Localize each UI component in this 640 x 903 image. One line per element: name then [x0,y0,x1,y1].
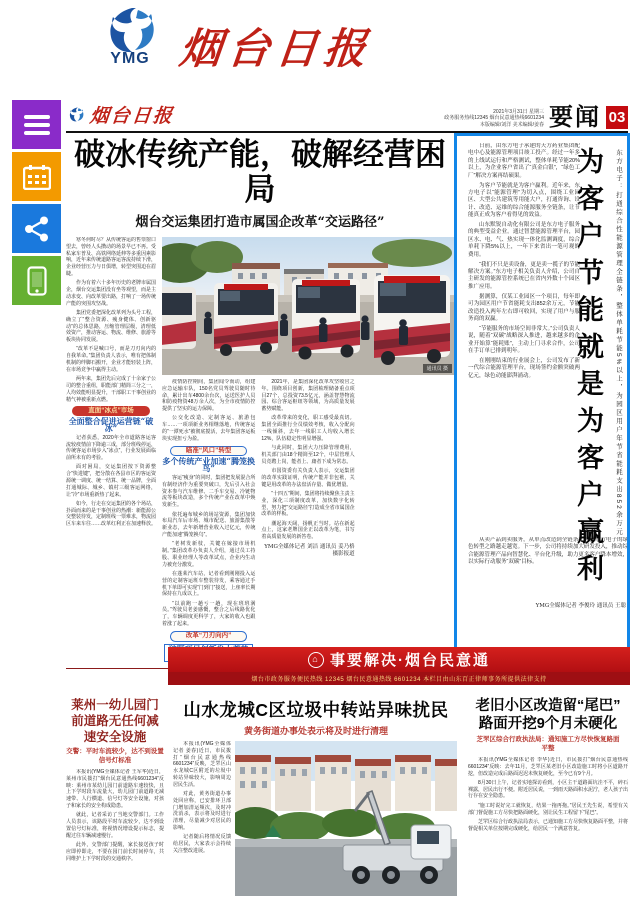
hamburger-icon [23,114,51,136]
editor-line: 本版编辑/刘洋 美术编辑/姜春 [479,121,544,128]
body-paragraph: 潮起海天阔，扬帆正当时。站在新起点上，这家老牌国企正以改革为笔，书写着高质量发展的新答卷。 [261,520,355,541]
garbage-body [173,741,231,893]
body-paragraph: 2021年，是集团深化改革攻坚收官之年。围绕项目创新，集团梳理储备重点项目27个，总投资73.5亿元，涵盖智慧物流园、综合客运枢纽等领域，为高质量发展蓄势赋能。 [261,379,355,413]
body-paragraph: 据测算，仅某工业园区一个项目，每年即可为园区用户节省能耗支出852余万元，节能改造投入两年左右即可收回，实现了用户与服务商的双赢。 [468,293,580,322]
body-paragraph: 从卖产品到卖服务，从单点改造到全链条托管，东方电子的绿色转型之路越走越宽。下一步，公司将持续加大研发投入，推动综合能源管理产品向智慧化、平台化升级，助力更多客户降本增效，以实际行动服务“双碳”目标。 [468,537,628,566]
crosshead-2-kicker: 瞄准“风口”转型 [170,446,247,457]
body-paragraph: 在蓬莱汽车站，记者看到刚刚投入运营的定制客运班车整装待发，乘客通过手机下单即可实现“门到门”接送，上座率长期保持在九成以上。 [162,570,256,598]
garbage-truck-photo [235,741,457,896]
bus-photo-illustration [162,237,454,375]
lead-article[interactable] [66,137,454,645]
article-laojiuxiaoqu[interactable] [468,697,628,901]
body-paragraph: “以前跑一趟亏一趟，现在班班满员。”驾驶员老姜感慨，整合之后线路优化了，车辆调度更科学了，大家的收入也跟着涨了起来。 [162,600,256,627]
body-paragraph: 在刚刚结束的行业展会上，公司发布了新一代综合能源管理平台，现场签约金额突破两亿元，绿色动能澎湃涌动。 [468,357,580,379]
body-paragraph: 日前，由东方电子承建的天方药业集团配电中心及能源管理项目竣工投产。经过一年多的上线试运行和严格测试，整体单耗节能20%以上，为企业客户省出了“真金白银”，“绿色工厂”解决方案再结硕果。 [468,143,580,179]
body-paragraph: 为客户节能就是为客户赢利。近年来，东方电子以“能源管理”为切入点，围绕工业园区、大型公共建筑等用能大户，打通咨询、设计、改造、运维的综合能源服务全链条，让节能真正成为客户看得见的效益。 [468,182,580,219]
share-icon [24,216,50,242]
lead-colsB-paragraphs [162,475,255,628]
body-paragraph: 芝罘区综合行政执法局表示，已通知施工方尽快恢复路面平整，并将督促相关单位按期完成硬化，给居民一个满意答复。 [468,818,628,832]
body-paragraph: “施工时说好完工就恢复，结果一拖再拖。”居民王先生说，希望有关部门督促施工方尽快把路面硬化，别让民生工程留下“尾巴”。 [468,802,628,816]
body-paragraph: 依托遍布城乡的场站资源，集团加快布局汽车后市场、城市配送、旅游集散等新业态，去年新增营业收入过亿元，传统产能加速“腾笼换鸟”。 [162,511,256,538]
right-article-body [468,143,580,531]
lead-headline: 破冰传统产能，破解经营困局 [74,137,446,207]
body-paragraph: 公交化改造、定制客运、旅游包车……一项项新业务相继落地，传统客运的“一潭死水”被彻底搅活，去年集团客运板块实现扭亏为盈。 [162,415,256,442]
crosshead-1-kicker: 直面“冰点”市场 [72,406,150,416]
body-paragraph: 山东默锐自动化有限公司是东方电子服务的典型受益企业。通过智慧能源管理平台，园区水、电、气、热实现一体化监测调度，综合单耗下降5%以上，一年下来省出一笔可观的费用。 [468,222,580,258]
page-content [62,133,632,645]
weiba-title: 老旧小区改造留“尾巴” 路面开挖9个月未硬化 [475,698,621,732]
smartphone-icon [27,266,47,296]
body-paragraph: “老树发新枝，关键在嫁接市场机制。”集团改革办负责人介绍，通过员工持股、职业经理人等改革试点，企业内生动力被充分激发。 [162,541,256,568]
bottom-articles-row [62,693,632,901]
lead-right-area [162,237,454,677]
masthead-info-lines [444,109,544,131]
body-paragraph: 本报讯(YMG全媒体记者 李华)近日，市民拨打“烟台民意通热线6601234”反映：去年11月，芝罘区某老旧小区改造施工时将小区道路开挖，但改造完成后路面迟迟未恢复硬化，至今已有9个月。 [468,757,628,777]
lead-colsC-paragraphs [261,379,354,541]
body-paragraph: 两年来，集团先后完成了十余家子公司的整合重组，职能部门精简三分之一，人均效能明显提升，干部职工干事创业的精气神被重新点燃。 [66,376,156,403]
tool-sidebar [12,100,61,305]
buildings-back [235,755,457,811]
body-paragraph: “节能服务的市场空间非常大。”公司负责人说，随着“双碳”战略深入推进，越来越多的企业开始算“能耗账”，主动上门寻求合作，公司在手订单已排到明年。 [468,325,580,355]
body-paragraph: 就此，记者采访了当地交警部门。工作人员表示，该路段平时车流较少，达不到设置信号灯标准，将视情况增设提示标志，提醒过往车辆减速慢行。 [66,812,164,839]
calendar-icon [23,164,51,190]
right-article-byline: YMG全媒体记者 李俊玲 通讯员 王聪 [535,603,626,609]
lead-column-1 [66,237,156,677]
banner-section [62,647,632,693]
masthead-right [444,106,628,130]
body-paragraph: “十四五”期间，集团将持续聚焦主责主业，深化三项制度改革，加快数字化转型，努力把“交运路径”打造成全省市属国企改革的样板。 [261,490,355,518]
ymg-logo-icon [98,6,162,54]
body-paragraph: 本报讯(YMG全媒体记者 姜春)近日，市民拨打“烟台民意通热线6601234”反映，芝罘区山水龙城C区附近的垃圾中转站异味较大，影响周边居民生活。 [173,741,231,788]
crosshead-1-title: 全面整合促进运营链“破冰” [68,416,154,433]
lead-byline: YMG全媒体记者 刘洁 通讯员 姜乃格 摄影报道 [264,544,355,557]
lead-col1-paragraphs [66,237,156,403]
bus-photo [162,237,454,375]
garbage-title: 山水龙城C区垃圾中转站异味扰民 [183,700,449,720]
calendar-button[interactable] [12,152,61,201]
laizhou-body [66,769,164,901]
site-brand-calligraphy: 烟台日报 [177,24,375,73]
body-paragraph: 记者获悉，2020年全市道路客运客流较疫情前下降逾三成，部分班线停运，传统客运市场步入“冰点”，行业发展面临前所未有的考验。 [66,434,156,462]
article-shanshuilongcheng[interactable] [173,697,459,901]
crosshead-3-kicker: 改革“刀刃向内” [170,631,247,642]
weiba-subtitle: 芝罘区综合行政执法局：通知施工方尽快恢复路面平整 [476,736,620,752]
share-button[interactable] [12,204,61,253]
body-paragraph: “改革不是喊口号，而是刀刃向内的自我革命。”集团负责人表示，唯有把体制机制的绊脚石搬开，企业才能轻装上阵，在市场竞争中赢得主动。 [66,346,156,373]
body-paragraph: 客运“瘦身”的同时，集团把发展混合所有制经济作为重要突破口，先后引入社会资本参与汽车维修、二手车交易、冷链物流等板块改造，多个传统产业在改革中焕发新生。 [162,475,256,509]
body-paragraph: 记者随后将情况反馈给居民，大家表示会持续关注整改进展。 [173,834,231,854]
photo-caption: 通讯员 摄 [423,364,452,373]
banner-subtitle: 烟台市政务服务便民热线 12345 烟台民意通热线 6601234 本栏目由山东百正律师事务所提供法律支持 [168,672,630,685]
section-label: 要闻 [549,104,601,131]
page-masthead [62,95,632,130]
lead-three-columns [162,379,454,675]
mobile-button[interactable] [12,256,61,305]
body-paragraph: “我们不只是卖设备，更是卖一揽子的节能解决方案。”东方电子相关负责人介绍，公司自主研发的能源管控系统已在省内外数十个园区推广应用。 [468,261,580,290]
lead-subhead: 烟台交运集团打造市属国企改革“交运路径” [135,215,385,230]
body-paragraph: 市国资委有关负责人表示，交运集团的改革实践证明，传统产能并非包袱，关键是用改革的办法盘活存量、做优增量。 [261,468,355,488]
date-line: 2021年3月31日 星期三 [493,108,544,115]
weiba-body [468,757,628,901]
article-laizhou[interactable] [66,697,164,901]
banner-title-bar [168,647,630,672]
lead-article-body [66,237,454,677]
right-article[interactable] [466,137,628,645]
masthead-logo-icon [66,106,86,123]
body-paragraph: 作为有着六十多年历史的老牌市属国企，烟台交运集团没有坐等观望，而是主动求变、向改革要出路，打响了一场传统产能的突围攻坚战。 [66,280,156,307]
hotline-line: 政务服务热线12345 烟台民意通热线6601234 [444,115,544,121]
body-paragraph: 寒冬何时尽？从传统客运的售票窗口望去，曾经人头攒动的场景早已不再。受私家车普及、高铁网络延伸等多重因素影响，近年来传统道路客运客流持续下滑，企业经营压力与日俱增，转型突围迫在眉睫。 [66,237,156,277]
right-article-kicker: 东方电子：打通综合性能源管理全链条，整体单耗节能5%以上，为园区用户年节省能耗支出852余万元 [615,149,622,537]
ymg-logo-text: YMG [110,50,150,67]
body-paragraph: 与此同时，集团大力压降管理费用，机关部门由18个精简至12个，中层管理人员竞聘上岗，能者上、庸者下成为常态。 [261,445,355,465]
page-number-badge: 03 [606,106,628,129]
ymg-logo[interactable] [98,6,162,68]
laizhou-subtitle: 交警：平时车流较少，达不到设置信号灯标准 [66,748,164,764]
newspaper-page [62,95,632,901]
garbage-subtitle: 黄务街道办事处表示将及时进行清理 [243,727,388,737]
body-paragraph: 如今，行走在交运集团的各个场站，扑面而来的是干事创业的热潮：新能源公交整装待发，定制班线一票难求，物流园区车来车往……改革红利正在加速释放。 [66,500,156,528]
minyitong-banner [168,647,630,685]
banner-title: 事要解决·烟台民意通 [330,652,490,669]
body-paragraph: 集团党委把深化改革列为头号工程，确立了“整合资源、瘦身健体、创新驱动”的总体思路，压缩管理层级，清理低效资产，推动客运、物流、维修、旅游等板块协同发展。 [66,309,156,344]
site-header [98,6,375,76]
body-paragraph: 此外，交警部门提醒，家长接送孩子时应即停即走，不要在园门前长时间停车，共同维护上下学时段的交通秩序。 [66,841,164,862]
body-paragraph: 疫情防控期间，集团闻令而动，组建应急运输车队，150名党员驾驶员随时待命，累计出车4800余台次，运送医护人员和防疫物资48万余人次，为全市疫情防控提供了坚实的运力保障。 [162,379,256,413]
house-icon: ⌂ [308,652,324,668]
masthead-brand-text: 烟台日报 [88,105,176,127]
masthead-brand [66,101,174,128]
body-paragraph: 对此，黄务街道办事处回应称，已安排环卫部门增加清运频次，及时冲洗消杀，表示将及时进行清理，尽量减少对居民的影响。 [173,791,231,832]
laizhou-title: 莱州一幼儿园门前道路无任何减速安全设施 [71,697,159,744]
right-article-headline: 为客户节能就是为客户赢利 [573,147,603,591]
menu-button[interactable] [12,100,61,149]
lead-colsA-paragraphs [162,379,255,443]
body-paragraph: 面对困局，交运集团按下资源整合“快进键”，把分散在各县市区的客运资源统一调度、统一结算、统一品牌，全面打通城际、城乡、镇村三级客运网络，让“冷”市场重新热了起来。 [66,464,156,498]
body-paragraph: 本报讯(YMG全媒体记者 王军华)近日，莱州市民拨打“烟台民意通热线6601234”反映：莱州市某幼儿园门前道路车速较快，且上下学时段车流量大，幼儿园门前道路无减速带、人行横道、信号灯等安全设施，对孩子和家长的安全构成隐患。 [66,769,164,809]
trees [235,807,435,842]
crosshead-2-title: 多个传统产业加速“腾笼换鸟” [162,456,255,474]
body-paragraph: 8月30日上午，记者实地探访看到，小区主干道路面坑洼不平，碎石裸露，居民出行不便。附近居民说，一到雨天路面积水泥泞，老人孩子出行存在安全隐患。 [468,779,628,800]
body-paragraph: 改革带来的变化，职工感受最真切。集团全面推行全员绩效考核，收入分配向一线倾斜，去年一线职工人均收入增长12%，队伍稳定性明显增强。 [261,415,355,442]
garbage-body-row [173,741,459,896]
lead-col1b-paragraphs [66,435,156,528]
